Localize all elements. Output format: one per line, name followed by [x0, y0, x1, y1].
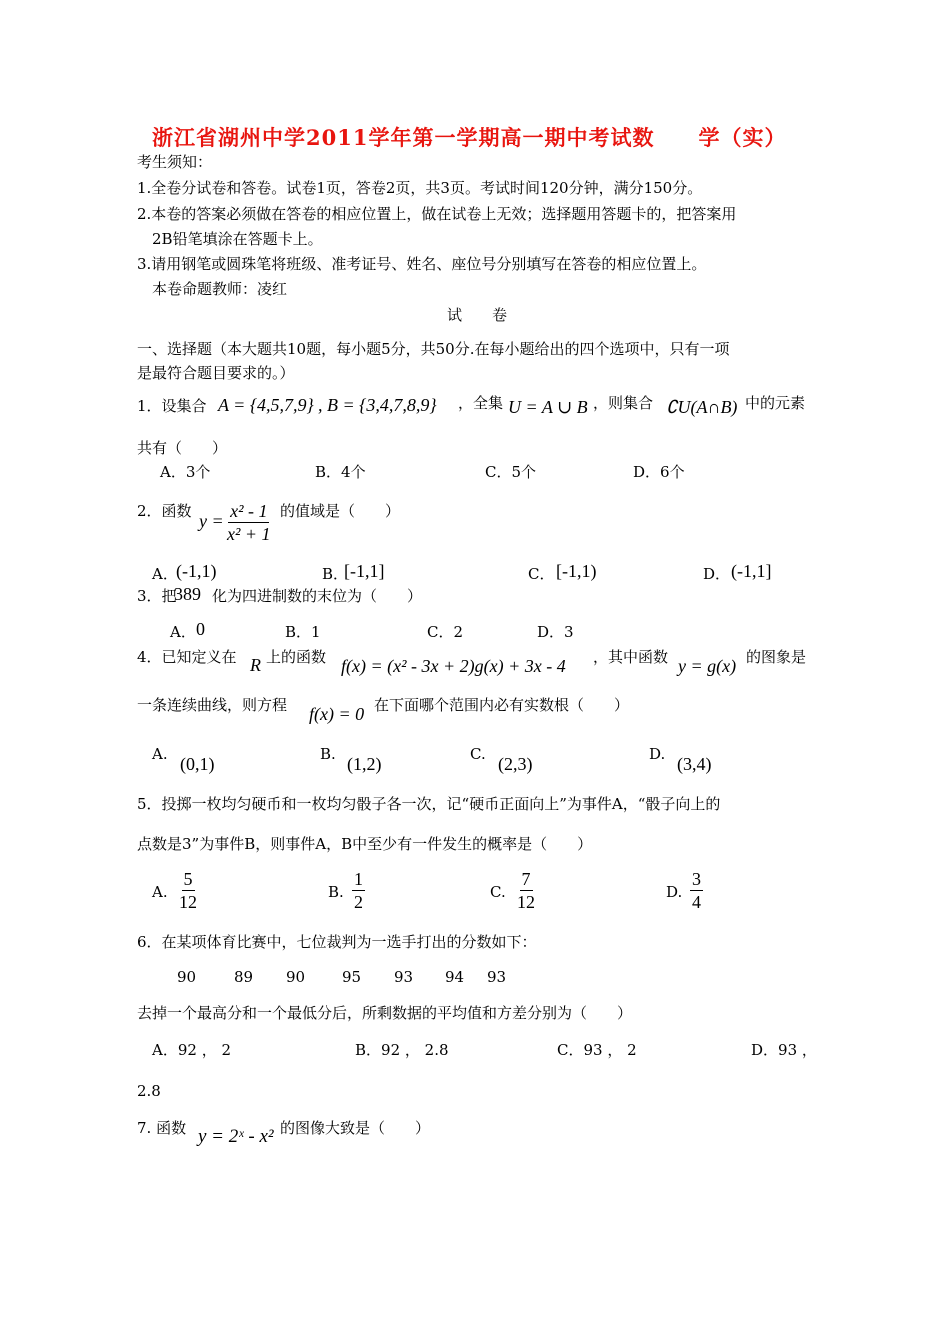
- q6-option-b: B．92 ， 2.8: [355, 1041, 449, 1059]
- q4-option-a: A.: [152, 745, 168, 763]
- q6-score: 89: [234, 968, 254, 986]
- part-heading: 一、选择题（本大题共10题，每小题5分，共50分.在每小题给出的四个选项中，只有一项: [137, 340, 730, 358]
- q6-option-a: A．92 ， 2: [152, 1041, 231, 1059]
- q1-line2: 共有（ ）: [137, 439, 228, 457]
- q2-numerator: x² - 1: [230, 501, 268, 521]
- section-title: 试 卷: [447, 306, 508, 324]
- q2-suffix: 的值域是（ ）: [280, 502, 401, 520]
- denominator: 4: [692, 892, 701, 912]
- q2-option-c: C．: [528, 565, 555, 583]
- q7-prefix: 7. 函数: [137, 1119, 187, 1137]
- q3-option-a-math: 0: [196, 619, 205, 639]
- denominator: 2: [354, 892, 363, 912]
- notice-item: 2B铅笔填涂在答题卡上。: [152, 230, 323, 248]
- q2-option-a: A．: [152, 565, 178, 583]
- q5-option-d-fraction: [690, 868, 703, 913]
- q5-line2: 点数是3”为事件B，则事件A，B中至少有一件发生的概率是（ ）: [137, 835, 593, 853]
- q1-option-c: C．5个: [485, 463, 537, 481]
- q2-option-c-math: [-1,1): [556, 561, 597, 581]
- q1-mid2: ，则集合: [593, 394, 654, 412]
- q4-option-b-math: (1,2): [347, 754, 382, 774]
- q2-option-d-math: (-1,1]: [731, 561, 772, 581]
- q5-option-d: D.: [666, 883, 683, 901]
- q6-score: 94: [445, 968, 465, 986]
- q4-function: f(x) = (x² - 3x + 2)g(x) + 3x - 4: [341, 656, 566, 676]
- q2-prefix: 2．函数: [137, 502, 192, 520]
- q3-number: 389: [174, 584, 201, 604]
- q6-line2: 去掉一个最高分和一个最低分后，所剩数据的平均值和方差分别为（ ）: [137, 1004, 633, 1022]
- q1-option-b: B．4个: [315, 463, 366, 481]
- q3-option-d: D．3: [537, 623, 574, 641]
- q4-option-c: C.: [470, 745, 486, 763]
- q7-suffix: 的图像大致是（ ）: [280, 1119, 431, 1137]
- q6-line1: 6．在某项体育比赛中，七位裁判为一选手打出的分数如下：: [137, 933, 537, 951]
- notice-item: 3.请用钢笔或圆珠笔将班级、准考证号、姓名、座位号分别填写在答卷的相应位置上。: [137, 255, 707, 273]
- q4-option-d: D.: [649, 745, 666, 763]
- q4-mid: 上的函数: [266, 648, 327, 666]
- q5-option-a: A.: [152, 883, 168, 901]
- q4-suffix: 的图象是: [746, 648, 807, 666]
- page-title: 浙江省湖州中学2011学年第一学期高一期中考试数 学（实）: [152, 125, 787, 150]
- q2-fraction: [225, 500, 273, 545]
- q3-prefix: 3．把: [137, 587, 177, 605]
- q4-option-c-math: (2,3): [498, 754, 533, 774]
- numerator: 7: [521, 869, 531, 889]
- notice-item: 1.全卷分试卷和答卷。试卷1页，答卷2页，共3页。考试时间120分钟，满分150分。: [137, 179, 703, 197]
- q6-score: 90: [286, 968, 306, 986]
- q2-option-a-math: (-1,1): [176, 561, 217, 581]
- q1-set-b: , B = {3,4,7,8,9}: [318, 395, 437, 415]
- q2-denominator: x² + 1: [227, 524, 271, 544]
- q1-option-d: D．6个: [633, 463, 685, 481]
- denominator: 12: [517, 892, 535, 912]
- q4-r: R: [250, 655, 261, 675]
- q3-option-c: C．2: [427, 623, 464, 641]
- q5-option-c: C.: [490, 883, 506, 901]
- q6-score: 93: [394, 968, 414, 986]
- q4-option-a-math: (0,1): [180, 754, 215, 774]
- q1-set-a: A = {4,5,7,9}: [218, 395, 314, 415]
- numerator: 5: [183, 869, 193, 889]
- q4-line2a: 一条连续曲线，则方程: [137, 696, 288, 714]
- q4-equation: f(x) = 0: [309, 704, 365, 724]
- q4-g: y = g(x): [678, 656, 737, 676]
- q5-option-c-fraction: [515, 868, 537, 913]
- q2-option-b: B．: [322, 565, 349, 583]
- q1-universe: U = A ∪ B: [508, 397, 588, 417]
- q4-prefix: 4．已知定义在: [137, 648, 237, 666]
- q7-function: y = 2ˣ - x²: [198, 1126, 274, 1147]
- q1-option-a: A．3个: [160, 463, 211, 481]
- q3-option-b: B．1: [285, 623, 321, 641]
- q3-suffix: 化为四进制数的末位为（ ）: [212, 587, 423, 605]
- teacher-note: 本卷命题教师：凌红: [152, 280, 288, 298]
- q6-score: 90: [177, 968, 197, 986]
- q4-option-b: B.: [320, 745, 336, 763]
- q5-option-b: B.: [328, 883, 344, 901]
- q5-option-a-fraction: [177, 868, 199, 913]
- q5-option-b-fraction: [352, 868, 365, 913]
- q6-option-d: D．93 ，: [751, 1041, 817, 1059]
- q6-score: 95: [342, 968, 362, 986]
- numerator: 3: [692, 869, 701, 889]
- denominator: 12: [179, 892, 197, 912]
- notice-heading: 考生须知：: [137, 153, 213, 171]
- numerator: 1: [354, 869, 363, 889]
- q4-option-d-math: (3,4): [677, 754, 712, 774]
- q3-option-a: A．: [170, 623, 196, 641]
- q2-option-b-math: [-1,1]: [344, 561, 385, 581]
- q1-suffix: 中的元素: [745, 394, 806, 412]
- q1-prefix: 1．设集合: [137, 397, 207, 415]
- q5-line1: 5．投掷一枚均匀硬币和一枚均匀骰子各一次，记“硬币正面向上”为事件A，“骰子向上的: [137, 795, 721, 813]
- q2-option-d: D．: [703, 565, 731, 583]
- part-heading: 是最符合题目要求的。）: [137, 364, 295, 382]
- q1-mid: ，全集: [458, 394, 504, 412]
- q4-mid2: ，其中函数: [593, 648, 669, 666]
- q1-expr: ∁U(A∩B): [666, 397, 738, 417]
- q4-line2b: 在下面哪个范围内必有实数根（ ）: [374, 696, 630, 714]
- q2-lhs: y =: [199, 511, 224, 531]
- notice-item: 2.本卷的答案必须做在答卷的相应位置上，做在试卷上无效；选择题用答题卡的，把答案用: [137, 205, 737, 223]
- q6-option-d-wrap: 2.8: [137, 1082, 161, 1100]
- q6-option-c: C．93 ， 2: [557, 1041, 637, 1059]
- q6-score: 93: [487, 968, 507, 986]
